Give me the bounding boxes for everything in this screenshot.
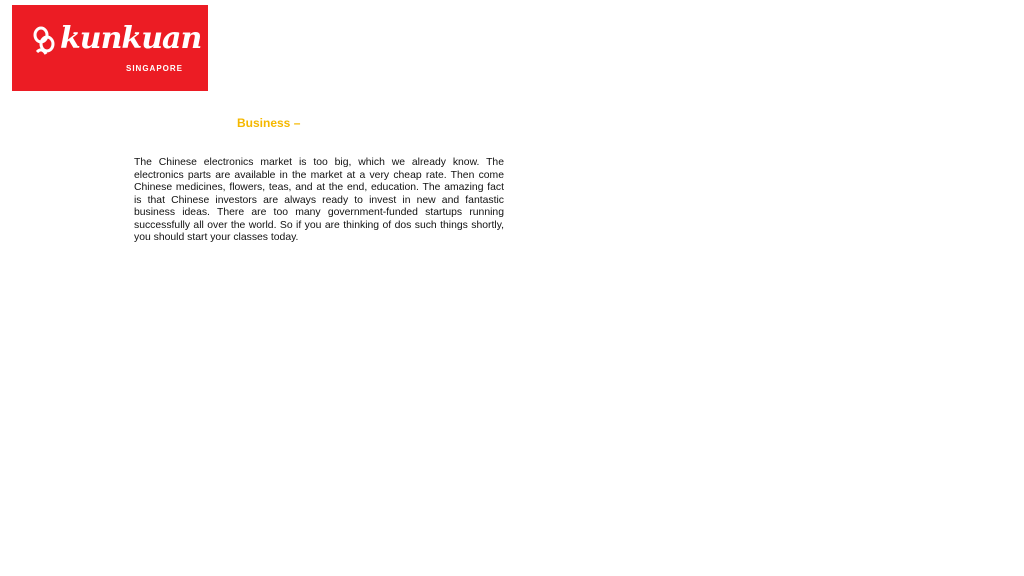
section-heading: Business –	[237, 116, 301, 130]
section-paragraph: The Chinese electronics market is too big, which we already know. The electronics parts are available in the market at a very cheap rate. Then come Chinese medicines, flowers, teas, and at the end, education. The amazing fact is that Chinese investors are always ready to invest in new and fantastic business ideas. There are too many government-funded startups running successfully all over the world. So if you are thinking of dos such things shortly, you should start your classes today.	[134, 157, 504, 243]
logo-subtitle: SINGAPORE	[126, 64, 184, 73]
kunkuan-logo	[12, 5, 208, 91]
logo-wordmark: kunkuan	[60, 21, 202, 56]
logo-emblem-icon	[32, 25, 58, 57]
